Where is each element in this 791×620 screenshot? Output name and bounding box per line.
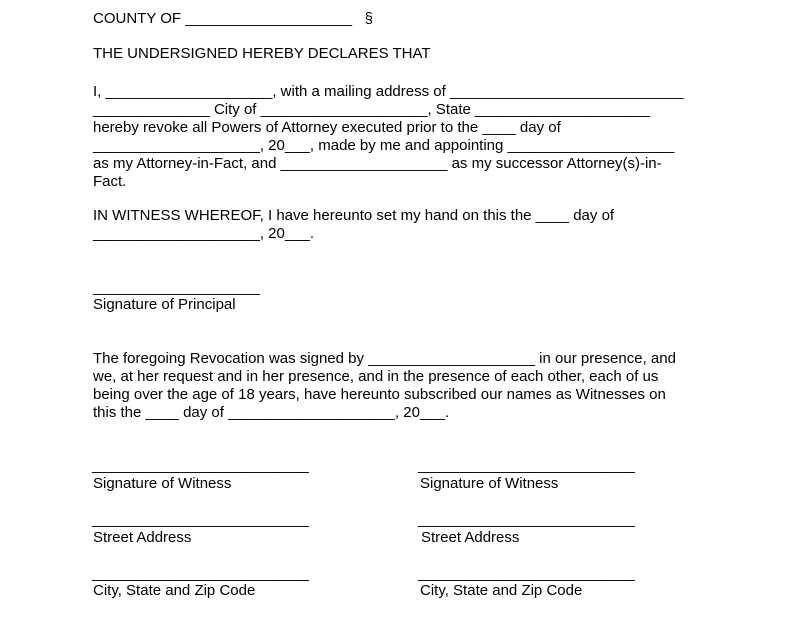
revocation-line-6: Fact. <box>93 173 127 190</box>
county-line: COUNTY OF ____________________ § <box>93 10 373 27</box>
right-witness-signature-label: Signature of Witness <box>420 475 559 492</box>
attestation-line-3: being over the age of 18 years, have hereunto subscribed our names as Witnesses on <box>93 386 666 403</box>
right-witness-address-label: Street Address <box>421 529 520 546</box>
left-witness-address-label: Street Address <box>93 529 192 546</box>
right-witness-city-line: __________________________ <box>418 565 635 582</box>
left-witness-signature-label: Signature of Witness <box>93 475 232 492</box>
left-witness-city-label: City, State and Zip Code <box>93 582 256 599</box>
left-witness-address-line: __________________________ <box>92 511 309 528</box>
revocation-line-1: I, ____________________, with a mailing address of ____________________________ <box>93 83 684 100</box>
attestation-line-2: we, at her request and in her presence, and in the presence of each other, each of us <box>93 368 659 385</box>
attestation-line-4: this the ____ day of ____________________, 20___. <box>93 404 450 421</box>
attestation-line-1: The foregoing Revocation was signed by ____________________ in our presence, and <box>93 350 676 367</box>
witness-whereof-line-1: IN WITNESS WHEREOF, I have hereunto set my hand on this the ____ day of <box>93 207 615 224</box>
principal-signature-label: Signature of Principal <box>93 296 236 313</box>
witness-whereof-line-2: ____________________, 20___. <box>93 225 315 242</box>
left-witness-signature-line: __________________________ <box>92 457 309 474</box>
revocation-line-5: as my Attorney-in-Fact, and ____________________ as my successor Attorney(s)-in- <box>93 155 662 172</box>
revocation-line-2: ______________ City of ____________________, State _____________________ <box>93 101 651 118</box>
revocation-line-4: ____________________, 20___, made by me and appointing ____________________ <box>93 137 675 154</box>
right-witness-signature-line: __________________________ <box>418 457 635 474</box>
right-witness-city-label: City, State and Zip Code <box>420 582 583 599</box>
principal-signature-line: ____________________ <box>93 279 260 296</box>
revocation-line-3: hereby revoke all Powers of Attorney executed prior to the ____ day of <box>93 119 561 136</box>
right-witness-address-line: __________________________ <box>418 511 635 528</box>
declaration-heading: THE UNDERSIGNED HEREBY DECLARES THAT <box>93 45 431 62</box>
left-witness-city-line: __________________________ <box>92 565 309 582</box>
